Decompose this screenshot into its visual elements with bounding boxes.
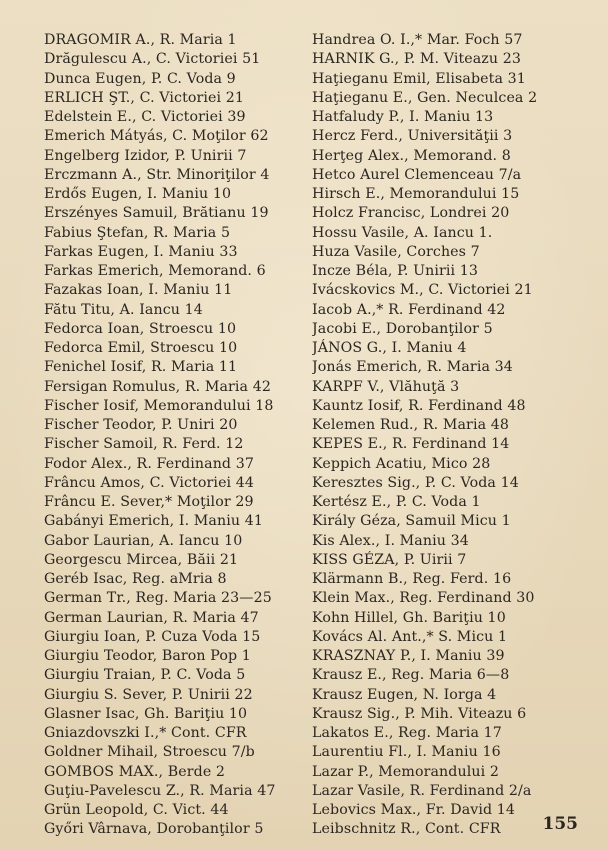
- directory-entry: Krausz E., Reg. Maria 6—8: [312, 667, 510, 684]
- directory-entry: Gniazdovszki I.,* Cont. CFR: [44, 725, 247, 741]
- directory-entry: DRAGOMIR A., R. Maria 1: [44, 32, 237, 48]
- left-column: [44, 31, 314, 840]
- directory-entry: Emerich Mátyás, C. Moţilor 62: [44, 128, 269, 145]
- directory-entry: Giurgiu Traian, P. C. Voda 5: [44, 667, 246, 684]
- directory-entry: Farkas Emerich, Memorand. 6: [44, 263, 266, 279]
- right-column: [312, 31, 582, 840]
- directory-entry: Fătu Titu, A. Iancu 14: [44, 301, 203, 318]
- directory-entry: Keresztes Sig., P. C. Voda 14: [312, 474, 519, 491]
- directory-entry: Laurentiu Fl., I. Maniu 16: [312, 744, 501, 761]
- directory-entry: Frâncu Amos, C. Victoriei 44: [44, 474, 255, 491]
- directory-entry: KARPF V., Vlăhuţă 3: [312, 378, 460, 395]
- directory-entry: Fabius Ştefan, R. Maria 5: [44, 224, 231, 241]
- directory-entry: Holcz Francisc, Londrei 20: [312, 205, 510, 222]
- directory-entry: KISS GÉZA, P. Uirii 7: [312, 551, 467, 568]
- directory-entry: Jacobi E., Dorobanţilor 5: [312, 320, 493, 337]
- directory-entry: German Tr., Reg. Maria 23—25: [44, 590, 272, 607]
- directory-entry: Gabor Laurian, A. Iancu 10: [44, 532, 243, 549]
- directory-entry: Keppich Acatiu, Mico 28: [312, 455, 491, 472]
- directory-entry: Handrea O. I.,* Mar. Foch 57: [312, 32, 523, 48]
- directory-entry: Leibschnitz R., Cont. CFR: [312, 821, 501, 838]
- directory-entry: Fischer Iosif, Memorandului 18: [44, 397, 274, 414]
- directory-entry: Edelstein E., C. Victoriei 39: [44, 109, 246, 125]
- directory-entry: Győri Vârnava, Dorobanţilor 5: [44, 821, 264, 838]
- directory-entry: Hossu Vasile, A. Iancu 1.: [312, 224, 493, 241]
- directory-entry: Lebovics Max., Fr. David 14: [312, 802, 516, 818]
- directory-entry: Kovács Al. Ant.,* S. Micu 1: [312, 628, 508, 645]
- directory-entry: Dunca Eugen, P. C. Voda 9: [44, 70, 236, 87]
- directory-entry: Incze Béla, P. Unirii 13: [312, 263, 479, 279]
- directory-entry: Fersigan Romulus, R. Maria 42: [44, 378, 271, 395]
- directory-entry: Lazar P., Memorandului 2: [312, 763, 499, 780]
- directory-entry: Giurgiu S. Sever, P. Unirii 22: [44, 686, 253, 703]
- directory-entry: JÁNOS G., I. Maniu 4: [312, 340, 467, 356]
- directory-entry: Geréb Isac, Reg. aMria 8: [44, 571, 227, 587]
- directory-entry: Hetco Aurel Clemenceau 7/a: [312, 166, 522, 183]
- directory-entry: Erdős Eugen, I. Maniu 10: [44, 186, 232, 202]
- directory-entry: Klein Max., Reg. Ferdinand 30: [312, 590, 535, 607]
- directory-entry: Krausz Sig., P. Mih. Viteazu 6: [312, 705, 527, 722]
- directory-entry: Hercz Ferd., Universităţii 3: [312, 128, 513, 145]
- directory-entry: Herţeg Alex., Memorand. 8: [312, 147, 511, 164]
- directory-entry: Fedorca Emil, Stroescu 10: [44, 340, 238, 356]
- directory-entry: Haţieganu Emil, Elisabeta 31: [312, 70, 526, 87]
- directory-entry: Fedorca Ioan, Stroescu 10: [44, 320, 237, 337]
- directory-entry: German Laurian, R. Maria 47: [44, 609, 259, 626]
- directory-entry: Iacob A.,* R. Ferdinand 42: [312, 301, 506, 318]
- directory-entry: Goldner Mihail, Stroescu 7/b: [44, 744, 255, 761]
- directory-entry: Fenichel Iosif, R. Maria 11: [44, 359, 238, 376]
- directory-entry: KEPES E., R. Ferdinand 14: [312, 436, 510, 453]
- directory-entry: Fodor Alex., R. Ferdinand 37: [44, 455, 254, 472]
- directory-entry: Gabányi Emerich, I. Maniu 41: [44, 513, 263, 530]
- directory-entry: Kelemen Rud., R. Maria 48: [312, 417, 510, 433]
- directory-entry: Krausz Eugen, N. Iorga 4: [312, 686, 497, 703]
- directory-entry: Kis Alex., I. Maniu 34: [312, 532, 469, 549]
- directory-entry: Fischer Teodor, P. Uniri 20: [44, 417, 238, 433]
- directory-entry: Frâncu E. Sever,* Moţilor 29: [44, 494, 254, 510]
- directory-entry: Kauntz Iosif, R. Ferdinand 48: [312, 397, 526, 414]
- directory-entry: Engelberg Izidor, P. Unirii 7: [44, 147, 247, 164]
- directory-entry: Giurgiu Teodor, Baron Pop 1: [44, 648, 251, 664]
- directory-entry: Jonás Emerich, R. Maria 34: [312, 359, 513, 376]
- directory-entry: GOMBOS MAX., Berde 2: [44, 763, 226, 780]
- directory-entry: Farkas Eugen, I. Maniu 33: [44, 243, 238, 260]
- directory-entry: Georgescu Mircea, Băii 21: [44, 551, 239, 568]
- directory-entry: Király Géza, Samuil Micu 1: [312, 513, 511, 530]
- directory-entry: Huza Vasile, Corches 7: [312, 243, 480, 260]
- page-number: 155: [542, 814, 578, 834]
- directory-entry: Erszényes Samuil, Brătianu 19: [44, 205, 269, 222]
- directory-entry: KRASZNAY P., I. Maniu 39: [312, 648, 505, 664]
- directory-entry: Erczmann A., Str. Minoriţilor 4: [44, 166, 270, 183]
- directory-entry: Klärmann B., Reg. Ferd. 16: [312, 571, 512, 587]
- directory-entry: Kohn Hillel, Gh. Bariţiu 10: [312, 609, 506, 626]
- directory-entry: Haţieganu E., Gen. Neculcea 2: [312, 89, 538, 106]
- directory-entry: Lazar Vasile, R. Ferdinand 2/a: [312, 782, 532, 799]
- directory-entry: Lakatos E., Reg. Maria 17: [312, 725, 502, 741]
- directory-entry: Hirsch E., Memorandului 15: [312, 186, 520, 202]
- directory-entry: Ivácskovics M., C. Victoriei 21: [312, 282, 533, 299]
- directory-entry: HARNIK G., P. M. Viteazu 23: [312, 51, 521, 68]
- directory-entry: Grün Leopold, C. Vict. 44: [44, 802, 229, 818]
- directory-entry: Drăgulescu A., C. Victoriei 51: [44, 51, 261, 68]
- directory-entry: Fischer Samoil, R. Ferd. 12: [44, 436, 244, 453]
- directory-entry: Glasner Isac, Gh. Bariţiu 10: [44, 705, 248, 722]
- directory-entry: Guţiu-Pavelescu Z., R. Maria 47: [44, 782, 276, 799]
- directory-entry: ERLICH ŞT., C. Victoriei 21: [44, 89, 245, 106]
- directory-entry: Kertész E., P. C. Voda 1: [312, 494, 481, 510]
- directory-entry: Giurgiu Ioan, P. Cuza Voda 15: [44, 628, 261, 645]
- directory-entry: Hatfaludy P., I. Maniu 13: [312, 109, 494, 125]
- directory-entry: Fazakas Ioan, I. Maniu 11: [44, 282, 233, 299]
